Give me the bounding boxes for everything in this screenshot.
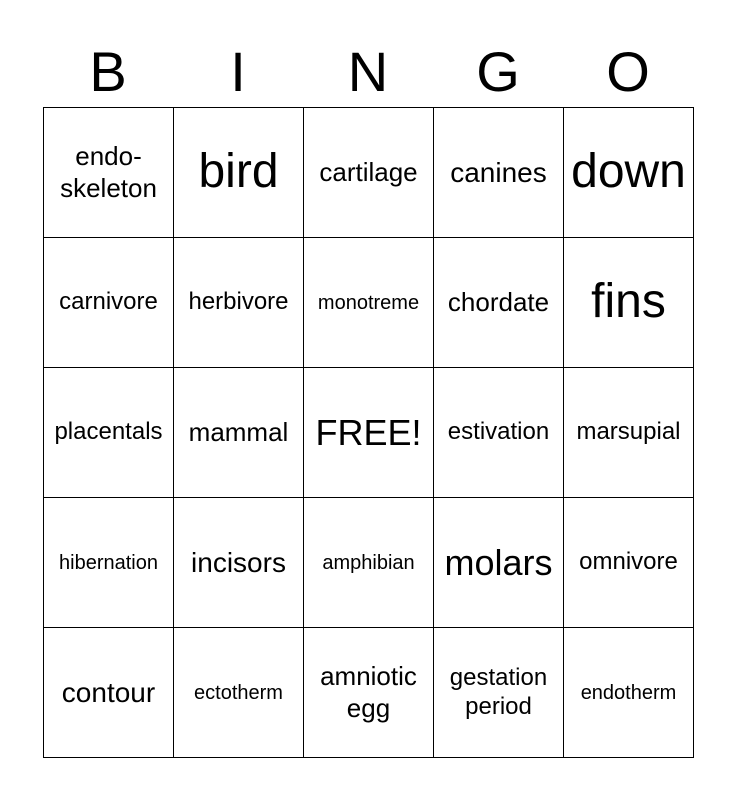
bingo-cell[interactable]: placentals xyxy=(44,368,174,498)
bingo-cell[interactable]: chordate xyxy=(434,238,564,368)
bingo-cell[interactable]: endotherm xyxy=(564,628,694,758)
bingo-cell[interactable]: mammal xyxy=(174,368,304,498)
bingo-cell[interactable]: bird xyxy=(174,108,304,238)
bingo-cell[interactable]: gestation period xyxy=(434,628,564,758)
bingo-cell[interactable]: canines xyxy=(434,108,564,238)
header-letter-g: G xyxy=(476,40,520,103)
bingo-cell[interactable]: monotreme xyxy=(304,238,434,368)
bingo-cell[interactable]: estivation xyxy=(434,368,564,498)
bingo-cell[interactable]: marsupial xyxy=(564,368,694,498)
free-space-cell[interactable]: FREE! xyxy=(304,368,434,498)
header-letter-i: I xyxy=(230,40,246,103)
bingo-cell[interactable]: down xyxy=(564,108,694,238)
bingo-cell[interactable]: molars xyxy=(434,498,564,628)
bingo-cell[interactable]: cartilage xyxy=(304,108,434,238)
header-letter-o: O xyxy=(606,40,650,103)
bingo-cell[interactable]: endo- skeleton xyxy=(44,108,174,238)
bingo-cell[interactable]: amphibian xyxy=(304,498,434,628)
bingo-board xyxy=(43,107,694,758)
header-letter-n: N xyxy=(347,40,389,103)
bingo-cell[interactable]: herbivore xyxy=(174,238,304,368)
header-letter-b: B xyxy=(89,40,127,103)
bingo-cell[interactable]: carnivore xyxy=(44,238,174,368)
bingo-cell[interactable]: amniotic egg xyxy=(304,628,434,758)
bingo-cell[interactable]: fins xyxy=(564,238,694,368)
bingo-cell[interactable]: omnivore xyxy=(564,498,694,628)
bingo-cell[interactable]: hibernation xyxy=(44,498,174,628)
bingo-cell[interactable]: ectotherm xyxy=(174,628,304,758)
bingo-header xyxy=(43,40,693,104)
bingo-cell[interactable]: incisors xyxy=(174,498,304,628)
bingo-cell[interactable]: contour xyxy=(44,628,174,758)
